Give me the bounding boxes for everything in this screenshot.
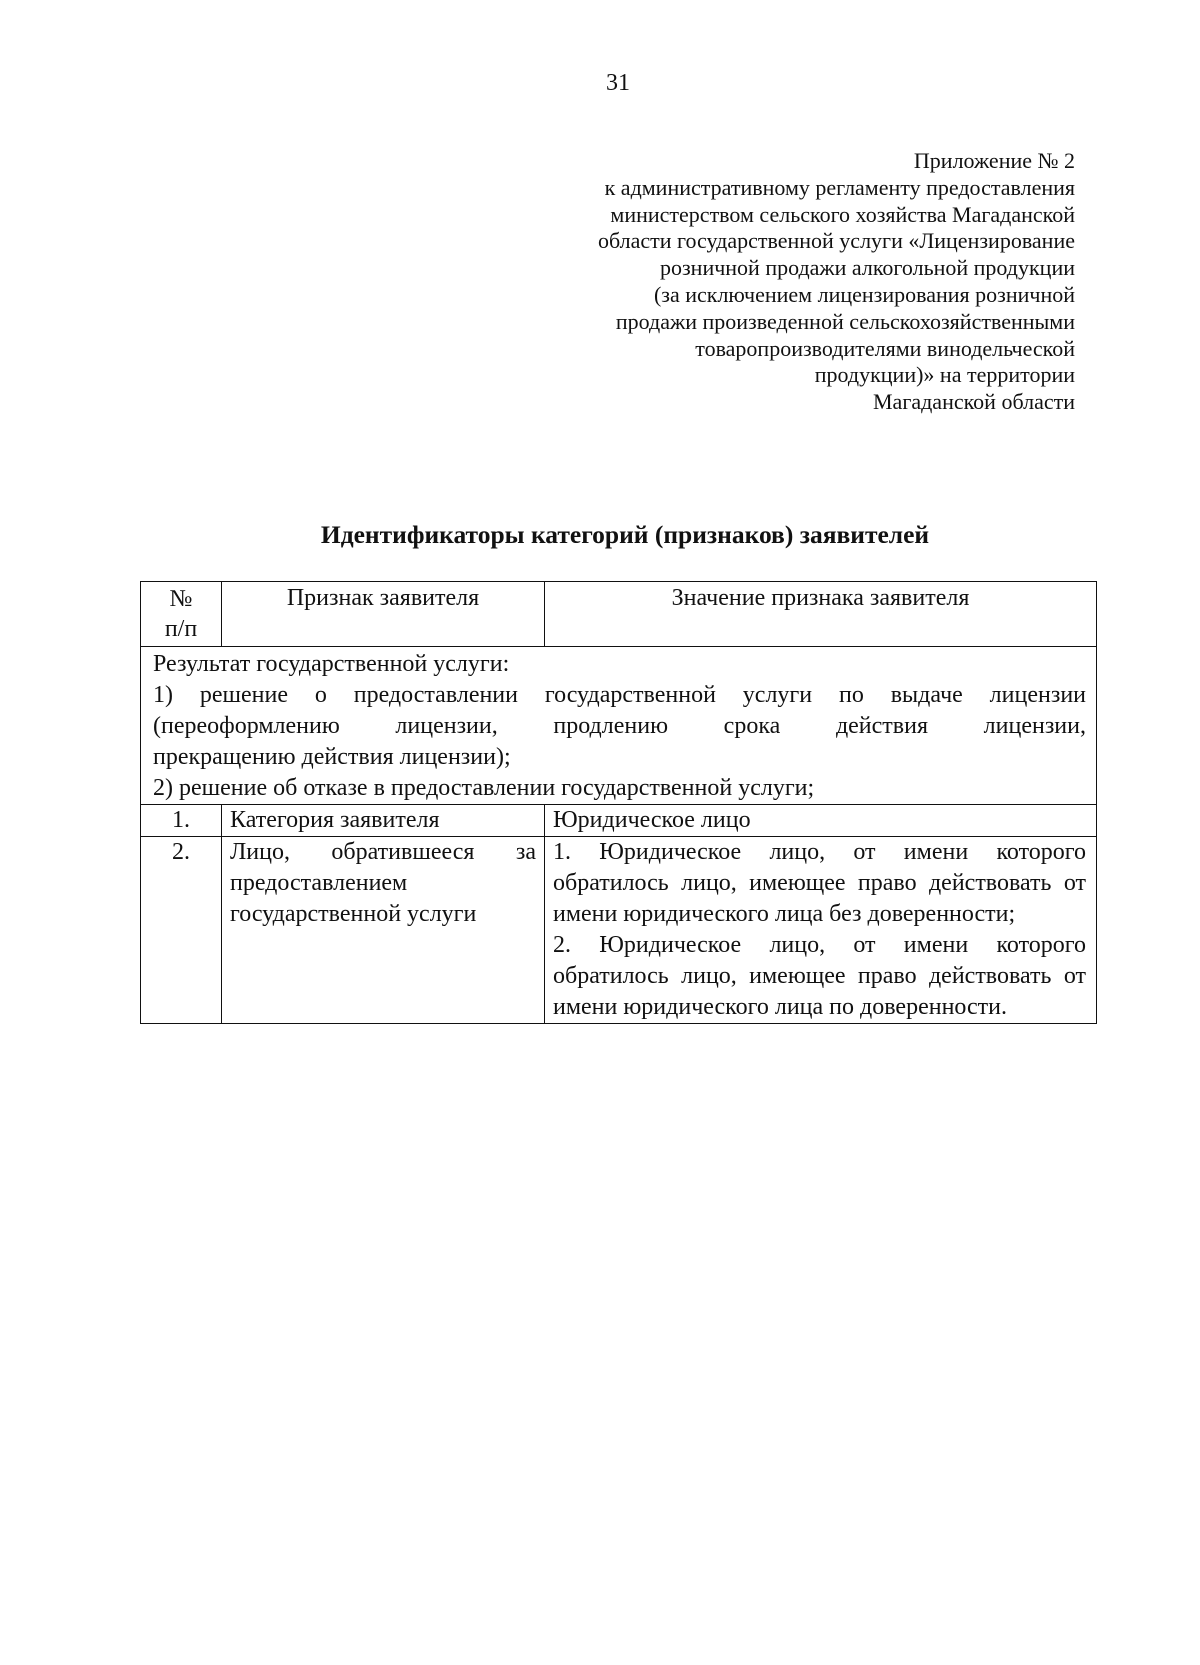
- appendix-line: Магаданской области: [873, 389, 1075, 415]
- appendix-line: области государственной услуги «Лицензирование: [597, 228, 1075, 254]
- row-value-paragraph: Юридическое лицо: [553, 807, 751, 833]
- table-header-row: [141, 582, 1097, 647]
- table-row: [141, 837, 1097, 1024]
- result-line: 1) решение о предоставлении государственной услуги по выдаче лицензии: [153, 682, 1086, 708]
- appendix-line: продажи произведенной сельскохозяйственными: [615, 308, 1075, 334]
- header-number-symbol: №: [169, 586, 193, 612]
- appendix-line: министерством сельского хозяйства Магаданской: [610, 201, 1075, 227]
- appendix-line: товаропроизводителями винодельческой: [695, 335, 1075, 361]
- page-number: 31: [606, 70, 630, 96]
- result-line: (переоформлению лицензии, продлению срока действия лицензии,: [153, 713, 1086, 739]
- header-number: [141, 582, 222, 647]
- appendix-line: к административному регламенту предоставления: [604, 174, 1075, 200]
- row-value-paragraph: 2. Юридическое лицо, от имени которого обратилось лицо, имеющее право действовать от имени юридического лица по доверенности.: [553, 932, 1086, 1020]
- result-row: [141, 647, 1097, 805]
- row-number: 1.: [141, 805, 222, 837]
- table-row: [141, 805, 1097, 837]
- row-value: [545, 805, 1097, 837]
- row-value-paragraph: 1. Юридическое лицо, от имени которого обратилось лицо, имеющее право действовать от имени юридического лица без доверенности;: [553, 839, 1086, 927]
- row-value: [545, 837, 1097, 1024]
- result-section: [141, 647, 1097, 805]
- appendix-line: продукции)» на территории: [814, 362, 1075, 388]
- header-value: Значение признака заявителя: [545, 582, 1097, 647]
- result-line: 2) решение об отказе в предоставлении государственной услуги;: [153, 775, 815, 801]
- row-attribute: Категория заявителя: [222, 805, 545, 837]
- appendix-note: [515, 148, 1075, 416]
- header-number-abbr: п/п: [164, 616, 198, 642]
- row-number: 2.: [141, 837, 222, 1024]
- appendix-line: (за исключением лицензирования розничной: [653, 281, 1075, 307]
- result-line: Результат государственной услуги:: [153, 651, 510, 677]
- header-attribute: Признак заявителя: [222, 582, 545, 647]
- appendix-line: розничной продажи алкогольной продукции: [659, 255, 1075, 281]
- document-title: Идентификаторы категорий (признаков) заявителей: [320, 520, 930, 549]
- result-line: прекращению действия лицензии);: [153, 744, 511, 770]
- row-attribute: Лицо, обратившееся за предоставлением государственной услуги: [222, 837, 545, 1024]
- appendix-line: Приложение № 2: [913, 148, 1075, 173]
- identifiers-table: [140, 581, 1097, 1024]
